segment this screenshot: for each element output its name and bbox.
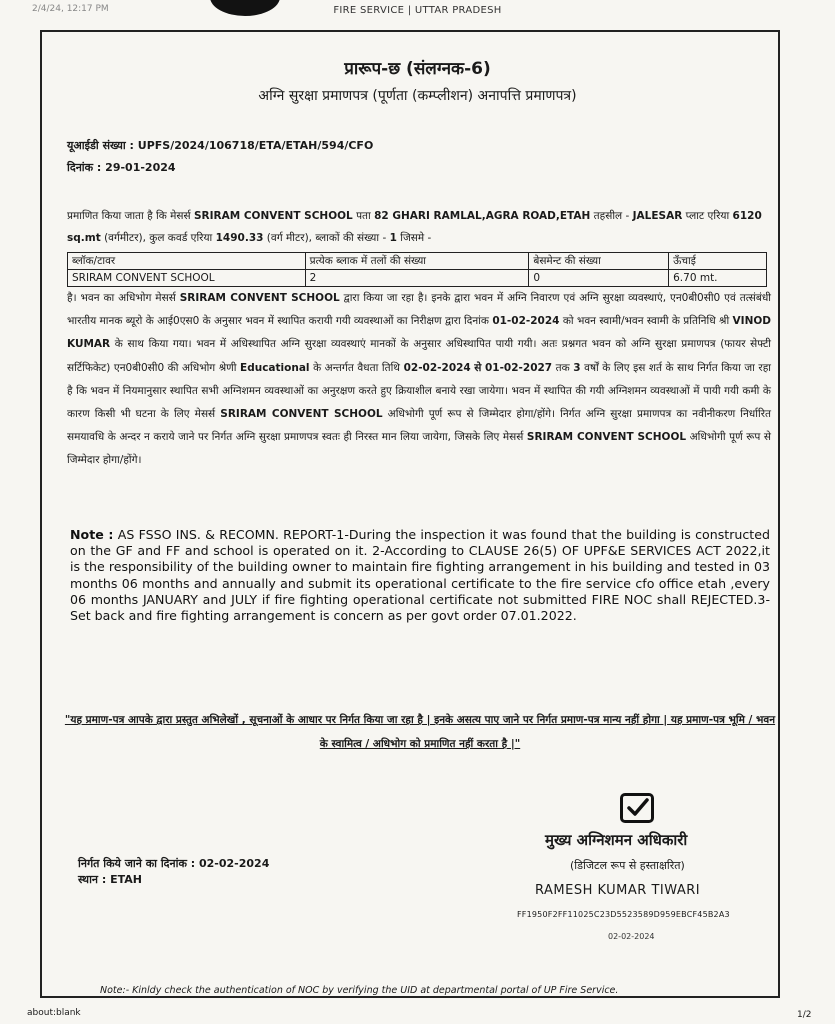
signature-hash: FF1950F2FF11025C23D5523589D959EBCF45B2A3 — [517, 910, 730, 919]
school-name: SRIRAM CONVENT SCHOOL — [179, 292, 340, 304]
print-url: about:blank — [27, 1008, 81, 1018]
table-cell: 0 — [529, 270, 669, 287]
note-label: Note : — [70, 527, 114, 542]
footnote: Note:- Kinldy check the authentication of NOC by verifying the UID at departmental portal of UP Fire Service. — [100, 985, 619, 996]
place-label: स्थान : — [78, 873, 107, 886]
occupancy-type: Educational — [240, 361, 310, 374]
certificate-paragraph-2: है। भवन का अधिभोग मेसर्स SRIRAM CONVENT SCHOOL द्वारा किया जा रहा है। इनके द्वारा भवन में अग्नि निवारण एवं अग्नि सुरक्षा व्यवस्थाएं, एन0बी0सी0 एवं तत्संबंधी भारतीय मानक ब्यूरो के आई0एस0 के अनुसार भवन में स्थापित करायी गयी व्यवस्थाओं का निरीक्षण द्वारा दिनांक 01-02-2024 को भवन स्वामी/भवन स्वामी के प्रतिनिधि श्री VINOD KUMAR के साथ किया गया। भवन में अधिस्थापित अग्नि सुरक्षा व्यवस्थाएं मानकों के अनुसार अधिस्थापित पायी गयी। अतः प्रश्नगत भवन को अग्नि सुरक्षा प्रमाणपत्र (फायर सेफ्टी सर्टिफिकेट) एन0बी0सी0 की अधिभोग श्रेणी Educational के अन्तर्गत वैधता तिथि 02-02-2024 से 01-02-2027 तक 3 वर्षों के लिए इस शर्त के साथ निर्गत किया जा रहा है कि भवन में नियमानुसार स्थापित सभी अग्निशमन व्यवस्थाओं का अनुरक्षण करते हुए क्रियाशील बनाये रखा जायेगा। भवन में स्थापित की गयी अग्निशमन व्यवस्थाओं में पायी गयी कमी के कारण किसी भी घटना के लिए मेसर्स SRIRAM CONVENT SCHOOL अधिभोगी पूर्ण रूप से जिम्मेदार होगा/होंगे। निर्गत अग्नि सुरक्षा प्रमाणपत्र का नवीनीकरण निर्धारित समयावधि के अन्दर न कराये जाने पर निर्गत अग्नि सुरक्षा प्रमाणपत्र स्वतः ही निरस्त मान लिया जायेगा, जिसके लिए मेसर्स SRIRAM CONVENT SCHOOL अधिभोगी पूर्ण रूप से जिम्मेदार होगा/होंगे। — [67, 292, 772, 467]
issue-date-value: 02-02-2024 — [199, 857, 270, 870]
print-page-number: 1/2 — [797, 1010, 812, 1020]
validity-years: 3 — [573, 361, 581, 374]
date-value: 29-01-2024 — [105, 161, 176, 174]
block-table — [67, 252, 767, 287]
plot-area: 6120 sq.mt — [67, 210, 762, 244]
table-cell: SRIRAM CONVENT SCHOOL — [68, 270, 306, 287]
signature-date: 02-02-2024 — [608, 932, 655, 941]
representative-name: VINOD KUMAR — [67, 315, 771, 351]
table-header: बेसमेन्ट की संख्या — [529, 253, 669, 270]
block-count: 1 — [389, 232, 397, 244]
uid-line — [67, 138, 373, 153]
tehsil: JALESAR — [632, 210, 683, 222]
valid-to: 01-02-2027 — [484, 361, 553, 374]
place-line — [78, 872, 142, 887]
table-header-row — [68, 253, 767, 270]
inspection-note — [70, 527, 770, 624]
note-text: AS FSSO INS. & RECOMN. REPORT-1-During the inspection it was found that the building is constructed on the GF and FF and school is operated on it. 2-According to CLAUSE 26(5) OF UPF&E SERVICES ACT 2022,it is the responsibility of the building owner to maintain fire fighting arrangement in his building and tested in 03 months 06 months and annually and submit its operational certificate to the fire service cfo office etah ,every 06 months JANUARY and JULY if fire fighting operational certificate not submitted FIRE NOC shall REJECTED.3-Set back and fire fighting arrangement is concern as per govt order 07.01.2022. — [70, 527, 770, 624]
signatory-title: मुख्य अग्निशमन अधिकारी — [545, 831, 688, 849]
certificate-frame — [40, 30, 780, 998]
certificate-paragraph-1: प्रमाणित किया जाता है कि मेसर्स SRIRAM CONVENT SCHOOL पता 82 GHARI RAMLAL,AGRA ROAD,ETAH तहसील - JALESAR प्लाट एरिया 6120 sq.mt (वर्गमीटर), कुल कवर्ड एरिया 1490.33 (वर्ग मीटर), ब्लाकों की संख्या - 1 जिसमे - — [67, 210, 762, 244]
table-row — [68, 270, 767, 287]
uid-label: यूआईडी संख्या : — [67, 139, 134, 152]
table-header: प्रत्येक ब्लाक में तलों की संख्या — [305, 253, 529, 270]
date-label: दिनांक : — [67, 161, 102, 174]
table-header: ब्लॉक/टावर — [68, 253, 306, 270]
uid-value: UPFS/2024/106718/ETA/ETAH/594/CFO — [137, 139, 374, 152]
table-cell: 6.70 mt. — [669, 270, 767, 287]
table-cell: 2 — [305, 270, 529, 287]
print-timestamp: 2/4/24, 12:17 PM — [32, 4, 109, 14]
table-header: ऊँचाई — [669, 253, 767, 270]
date-line — [67, 160, 176, 175]
valid-from: 02-02-2024 — [403, 361, 471, 374]
checkbox-check-icon — [620, 793, 654, 823]
declaration: "यह प्रमाण-पत्र आपके द्वारा प्रस्तुत अभिलेखों , सूचनाओं के आधार पर निर्गत किया जा रहा है | इनके असत्य पाए जाने पर निर्गत प्रमाण-पत्र मान्य नहीं होगा | यह प्रमाण-पत्र भूमि / भवन के स्वामित्व / अधिभोग को प्रमाणित नहीं करता है |" — [64, 714, 776, 750]
issue-date-line — [78, 856, 269, 871]
school-name: SRIRAM CONVENT SCHOOL — [193, 210, 353, 222]
school-name: SRIRAM CONVENT SCHOOL — [220, 408, 383, 421]
form-subtitle: अग्नि सुरक्षा प्रमाणपत्र (पूर्णता (कम्प्लीशन) अनापत्ति प्रमाणपत्र) — [258, 88, 577, 104]
print-header: FIRE SERVICE | UTTAR PRADESH — [333, 5, 502, 16]
covered-area: 1490.33 — [215, 232, 264, 244]
school-name: SRIRAM CONVENT SCHOOL — [526, 431, 687, 444]
form-title: प्रारूप-छ (संलग्नक-6) — [344, 59, 491, 79]
place-value: ETAH — [110, 873, 143, 886]
issue-date-label: निर्गत किये जाने का दिनांक : — [78, 857, 196, 870]
signatory-subtitle: (डिजिटल रूप से हस्ताक्षरित) — [570, 859, 685, 872]
signatory-name: RAMESH KUMAR TIWARI — [535, 883, 701, 898]
address: 82 GHARI RAMLAL,AGRA ROAD,ETAH — [374, 210, 591, 222]
inspection-date: 01-02-2024 — [492, 315, 560, 328]
